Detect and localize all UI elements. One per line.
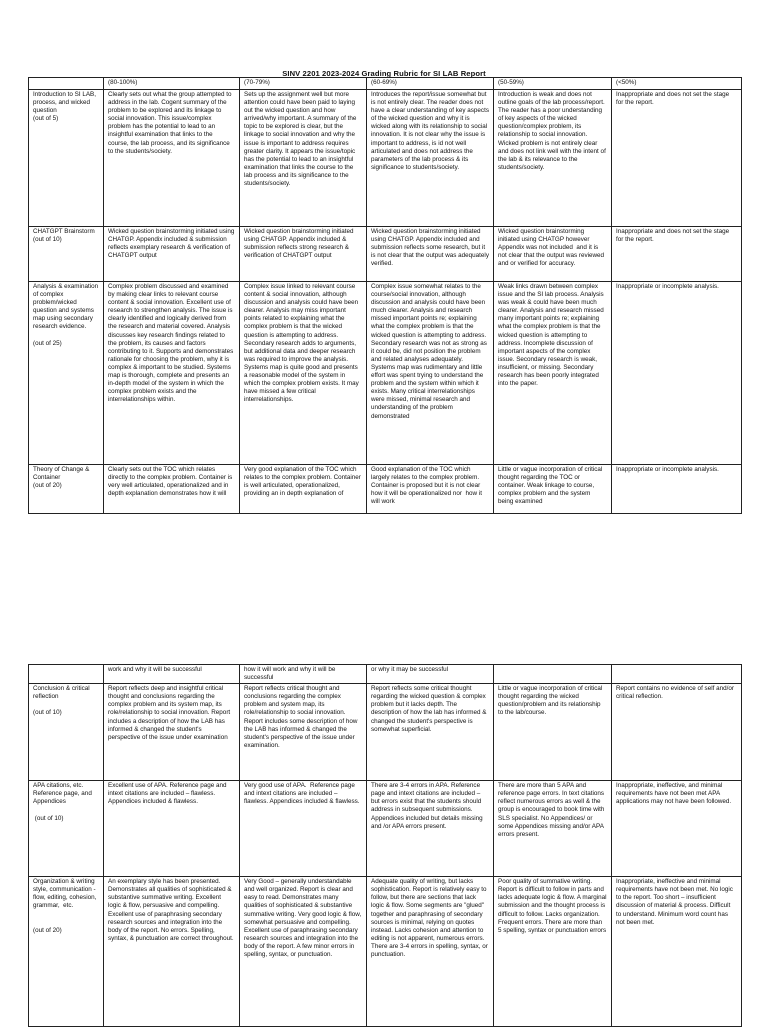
descriptor-cell — [494, 665, 612, 684]
descriptor-cell: Very good explanation of the TOC which relates to the complex problem. Container is well articulated, operationalized, providing an in depth explanation of — [240, 465, 367, 514]
header-grade-b: (70-79%) — [240, 78, 367, 90]
descriptor-cell: Inappropriate or incomplete analysis. — [612, 465, 742, 514]
criterion-cell — [29, 665, 104, 684]
descriptor-cell: Inappropriate, ineffective and minimal requirements have not been met. No logic to the report. Too short – insufficient discussion of material & process. Difficult to understand. Minimum word count has not been met. — [612, 877, 742, 1027]
descriptor-cell: Wicked question brainstorming initiated using CHATGP. Appendix included & submission reflects exemplary research & verification of CHATGPT output — [104, 227, 240, 282]
descriptor-cell: Inappropriate, ineffective, and minimal requirements have not been met APA applications may not have been followed. — [612, 781, 742, 877]
document-title: SINV 2201 2023-2024 Grading Rubric for SI LAB Report — [282, 69, 486, 78]
descriptor-cell: Clearly sets out what the group attempted to address in the lab. Cogent summary of the problem to be explored and its linkage to social innovation. This issue/complex problem has the potential to lead to an insightful examination that links to the course, the lab process, and its significance to the students/society. — [104, 90, 240, 227]
table-row — [29, 90, 742, 227]
header-grade-a: (80-100%) — [104, 78, 240, 90]
table-row — [29, 282, 742, 465]
grade-header-row — [29, 78, 742, 90]
descriptor-cell: Complex issue linked to relevant course content & social innovation, although discussion and analysis could have been clearer. Analysis may miss important points related to explaining what the complex problem is that the wicked question is attempting to address. Secondary research adds to arguments, but additional data and deeper research was required to improve the analysis. Systems map is quite good and presents a reasonable model of the system in which the complex problem exists. It may have missed a few critical interrelationships. — [240, 282, 367, 465]
descriptor-cell: Wicked question brainstorming initiated using CHATGP. Appendix included and submission reflects some research, but it is not clear that the output was adequately verified. — [367, 227, 494, 282]
descriptor-cell: Little or vague incorporation of critical thought regarding the TOC or container. Weak linkage to course, complex problem and the system being examined — [494, 465, 612, 514]
table-row — [29, 465, 742, 514]
criterion-cell: Theory of Change & Container (out of 20) — [29, 465, 104, 514]
descriptor-cell: Report reflects deep and insightful critical thought and conclusions regarding the complex problem and its system map, its role/relationship to social innovation. Report includes a description of how the LAB has informed & changed the student's perspective of the issue under examination — [104, 684, 240, 781]
descriptor-cell: work and why it will be successful — [104, 665, 240, 684]
descriptor-cell: Good explanation of the TOC which largely relates to the complex problem. Container is proposed but it is not clear how it will be operationalized nor how it will work — [367, 465, 494, 514]
descriptor-cell: Wicked question brainstorming initiated using CHATGP. Appendix included & submission reflects strong research & verification of CHATGPT output — [240, 227, 367, 282]
descriptor-cell — [612, 665, 742, 684]
descriptor-cell: Clearly sets out the TOC which relates directly to the complex problem. Container is very well articulated, operationalized and in depth explanation demonstrates how it will — [104, 465, 240, 514]
descriptor-cell: Inappropriate and does not set the stage for the report. — [612, 227, 742, 282]
criterion-cell: Conclusion & critical reflection (out of 10) — [29, 684, 104, 781]
descriptor-cell: Report reflects critical thought and conclusions regarding the complex problem and system map, its role/relationship to social innovation. Report includes some description of how the LAB has informed & changed the student's perspective of the issue under examination. — [240, 684, 367, 781]
rubric-table-page-1 — [28, 77, 742, 514]
descriptor-cell: Very Good – generally understandable and well organized. Report is clear and easy to read. Demonstrates many qualities of sophisticated & substantive summative writing. Very good logic & flow, somewhat persuasive and compelling. Excellent use of paraphrasing secondary research sources and integration into the body of the report. A few minor errors in spelling, syntax, or punctuation. — [240, 877, 367, 1027]
header-criterion-cell — [29, 78, 104, 90]
descriptor-cell: Sets up the assignment well but more attention could have been paid to laying out the wicked question and how arrived/why important. A summary of the topic to be explored is clear, but the linkage to social innovation and why the issue is important to address requires greater clarity. It appears the issue/topic has the potential to lead to an insightful examination that links the course to the lab process and its significance to the students/society. — [240, 90, 367, 227]
descriptor-cell: Wicked question brainstorming initiated using CHATGP however Appendix was not included and it is not clear that the output was reviewed and or verified for accuracy. — [494, 227, 612, 282]
descriptor-cell: Inappropriate or incomplete analysis. — [612, 282, 742, 465]
descriptor-cell: Introduction is weak and does not outline goals of the lab process/report. The reader has a poor understanding of key aspects of the wicked question/complex problem, its relationship to social innovation. Wicked problem is not entirely clear and does not link well with the intent of the lab & its relevance to the students/society. — [494, 90, 612, 227]
rubric-table-page-2 — [28, 664, 742, 1027]
descriptor-cell: or why it may be successful — [367, 665, 494, 684]
header-grade-f: (<50%) — [612, 78, 742, 90]
descriptor-cell: Report reflects some critical thought regarding the wicked question & complex problem but it lacks depth. The description of how the lab has informed & changed the student's perspective is somewhat superficial. — [367, 684, 494, 781]
table-row — [29, 877, 742, 1027]
rubric-page-2 — [0, 660, 768, 1024]
criterion-cell: Organization & writing style, communication - flow, editing, cohesion, grammar, etc. (out of 20) — [29, 877, 104, 1027]
descriptor-cell: Report contains no evidence of self and/or critical reflection. — [612, 684, 742, 781]
descriptor-cell: An exemplary style has been presented. Demonstrates all qualities of sophisticated & substantive summative writing. Excellent logic & flow, persuasive and compelling. Excellent use of paraphrasing secondary research sources and integration into the body of the report. No errors. Spelling, syntax, & punctuation are correct throughout. — [104, 877, 240, 1027]
descriptor-cell: Poor quality of summative writing. Report is difficult to follow in parts and lacks adequate logic & flow. A marginal submission and the thought process is difficult to follow. Lacks organization. Frequent errors. There are more than 5 spelling, syntax or punctuation errors — [494, 877, 612, 1027]
criterion-cell: CHATGPT Brainstorm (out of 10) — [29, 227, 104, 282]
header-grade-c: (60-69%) — [367, 78, 494, 90]
descriptor-cell: Inappropriate and does not set the stage for the report. — [612, 90, 742, 227]
table-row — [29, 684, 742, 781]
descriptor-cell: Little or vague incorporation of critical thought regarding the wicked question/problem and its relationship to the lab/course. — [494, 684, 612, 781]
descriptor-cell: Adequate quality of writing, but lacks sophistication. Report is relatively easy to follow, but there are sections that lack logic & flow. Some segments are "glued" together and paraphrasing of secondary sources is minimal, relying on quotes instead. Lacks cohesion and attention to editing is not apparent, numerous errors. There are 3-4 errors in spelling, syntax, or punctuation. — [367, 877, 494, 1027]
criterion-cell: Analysis & examination of complex problem/wicked question and systems map using secondary research evidence. (out of 25) — [29, 282, 104, 465]
descriptor-cell: Introduces the report/issue somewhat but is not entirely clear. The reader does not have a clear understanding of key aspects of the wicked question and why it is wicked along with its relationship to social innovation. It is not clear why the issue is important to address, is id not well articulated and does not address the parameters of the lab process & its significance to students/society. — [367, 90, 494, 227]
descriptor-cell: Complex problem discussed and examined by making clear links to relevant course content & social innovation. Excellent use of research to strengthen analysis. The issue is clearly identified and logically derived from the research and material covered. Analysis discusses key research findings related to the problem, its causes and factors contributing to it. Supports and demonstrates rationale for choosing the problem, why it is complex & important to be studied. Systems map is thorough, complete and presents an in-depth model of the system in which the complex problem exists and the interrelationships within. — [104, 282, 240, 465]
descriptor-cell: There are 3-4 errors in APA. Reference page and intext citations are included – but errors exist that the students should address in subsequent submissions. Appendices included but details missing and /or APA errors present. — [367, 781, 494, 877]
descriptor-cell: Complex issue somewhat relates to the course/social innovation, although discussion and analysis could have been much clearer. Analysis and research missed important points re; explaining what the complex problem is that the wicked question is attempting to address. Secondary research was not as strong as it could be, did not position the problem and related analyses adequately. Systems map was rudimentary and little effort was spent trying to understand the problem and the system within which it exists. Many critical interrelationships were missed, minimal research and understanding of the problem demonstrated — [367, 282, 494, 465]
criterion-cell: APA citations, etc. Reference page, and Appendices (out of 10) — [29, 781, 104, 877]
descriptor-cell: Very good use of APA. Reference page and intext citations are included – flawless. Appendices included & flawless. — [240, 781, 367, 877]
descriptor-cell: Weak links drawn between complex issue and the SI lab process. Analysis was weak & could have been much clearer. Analysis and research missed many important points re; explaining what the complex problem is that the wicked question is attempting to address. Incomplete discussion of important aspects of the complex issue. Secondary research is weak, insufficient, or missing. Secondary research has been poorly integrated into the paper. — [494, 282, 612, 465]
table-row — [29, 781, 742, 877]
descriptor-cell: how it will work and why it will be successful — [240, 665, 367, 684]
header-grade-d: (50-59%) — [494, 78, 612, 90]
descriptor-cell: There are more than 5 APA and reference page errors. In text citations reflect numerous errors as well & the group is encouraged to book time with SLS specialist. No Appendices/ or some Appendices missing and/or APA errors present. — [494, 781, 612, 877]
table-row — [29, 665, 742, 684]
criterion-cell: Introduction to SI LAB, process, and wicked question (out of 5) — [29, 90, 104, 227]
table-row — [29, 227, 742, 282]
descriptor-cell: Excellent use of APA. Reference page and intext citations are included – flawless. Appendices included & flawless. — [104, 781, 240, 877]
